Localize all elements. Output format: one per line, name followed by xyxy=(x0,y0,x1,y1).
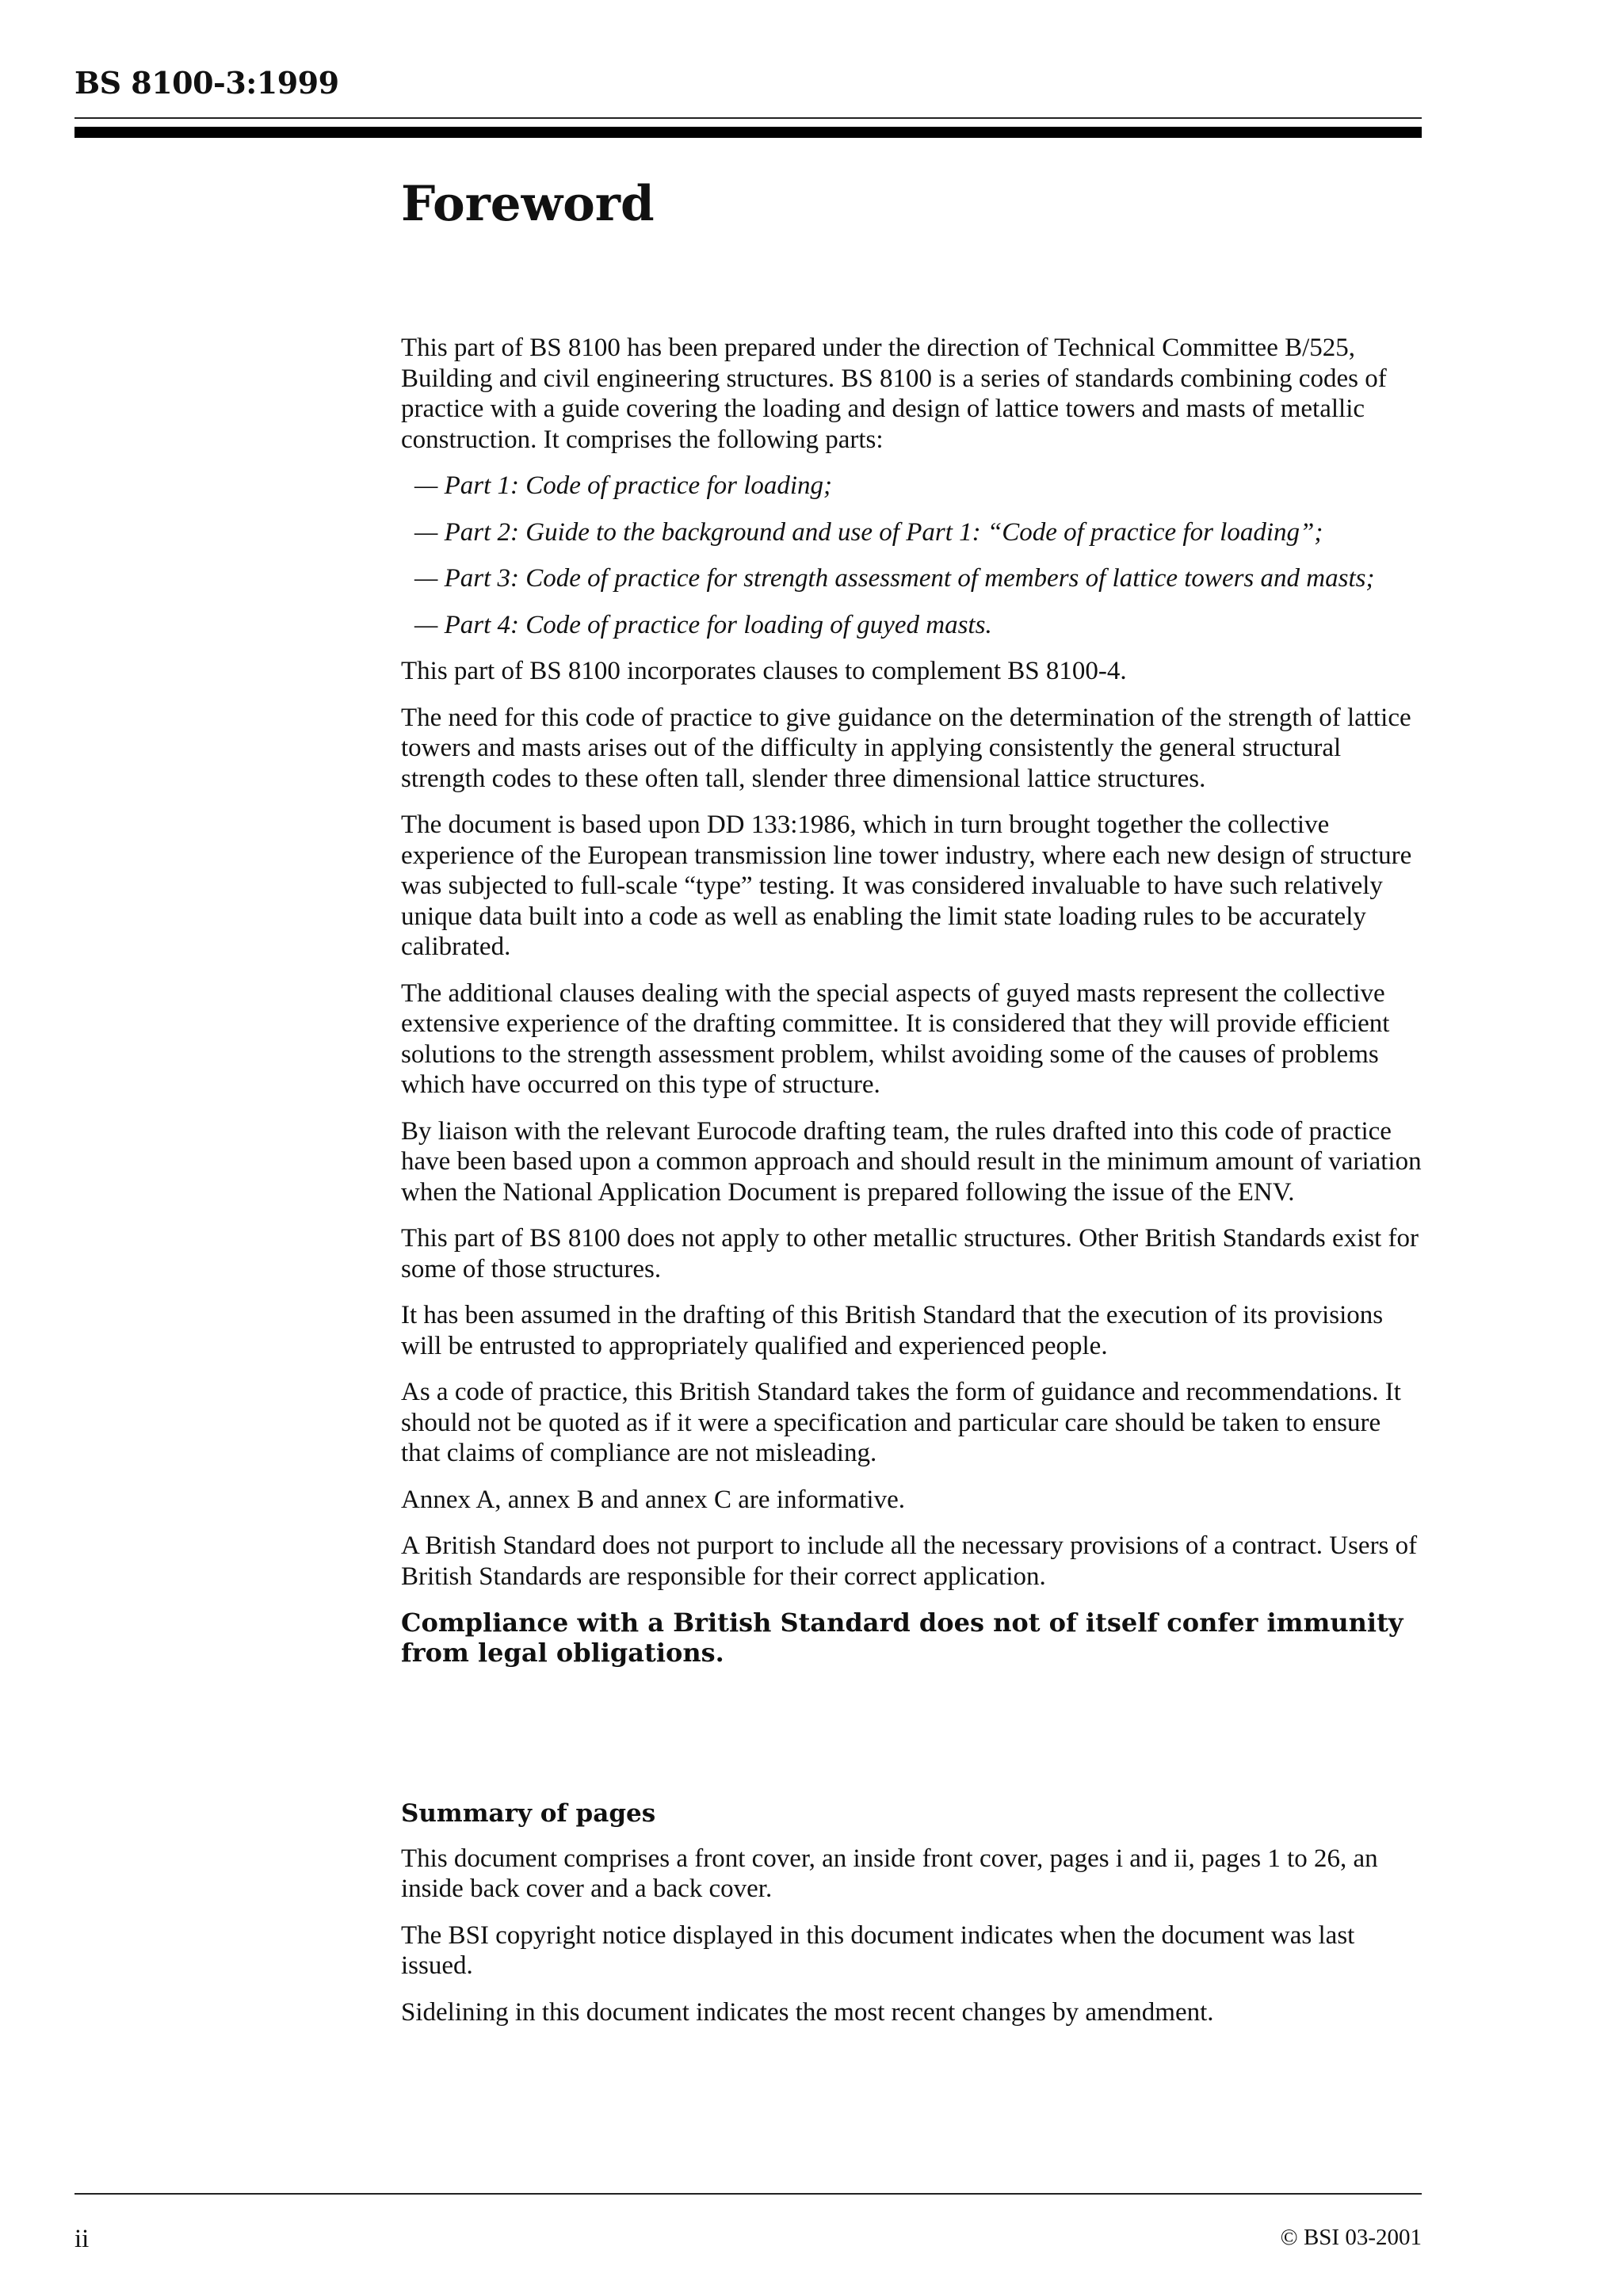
page-title: Foreword xyxy=(401,176,655,232)
summary-paragraph: This document comprises a front cover, an inside front cover, pages i and ii, pages 1 to 26, an inside back cover and a back cover. xyxy=(401,1844,1378,1903)
body-paragraph: The additional clauses dealing with the special aspects of guyed masts represent the collective extensive experience of the drafting committee. It is considered that they will provide efficient solutions to the strength assessment problem, whilst avoiding some of the causes of problems which have occurred on this type of structure. xyxy=(401,978,1390,1099)
foreword-body xyxy=(401,333,1422,2043)
footer-rule xyxy=(74,2193,1422,2195)
body-paragraph: By liaison with the relevant Eurocode drafting team, the rules drafted into this code of practice have been based upon a common approach and should result in the minimum amount of variation when the National Application Document is prepared following the issue of the ENV. xyxy=(401,1116,1422,1207)
body-paragraph: The document is based upon DD 133:1986, which in turn brought together the collective experience of the European transmission line tower industry, where each new design of structure was subjected to full-scale “type” testing. It was considered invaluable to have such relatively unique data built into a code as well as enabling the limit state loading rules to be accurately calibrated. xyxy=(401,810,1412,961)
body-paragraph: It has been assumed in the drafting of this British Standard that the execution of its provisions will be entrusted to appropriately qualified and experienced people. xyxy=(401,1301,1384,1360)
intro-paragraph: This part of BS 8100 has been prepared under the direction of Technical Committee B/525, Building and civil engineering structures. BS 8100 is a series of standards combining codes of practice with a guide covering the loading and design of lattice towers and masts of metallic construction. It comprises the following parts: xyxy=(401,334,1387,454)
body-paragraph: As a code of practice, this British Standard takes the form of guidance and recommendations. It should not be quoted as if it were a specification and particular care should be taken to ensure that claims of compliance are not misleading. xyxy=(401,1378,1401,1467)
header-rule-thin xyxy=(74,117,1422,119)
part-list-item: — Part 3: Code of practice for strength assessment of members of lattice towers and masts; xyxy=(414,564,1375,593)
part-list-item: — Part 1: Code of practice for loading; xyxy=(414,471,833,500)
body-paragraph: The need for this code of practice to give guidance on the determination of the strength of lattice towers and masts arises out of the difficulty in applying consistently the general structural strength codes to these often tall, slender three dimensional lattice structures. xyxy=(401,703,1411,793)
body-paragraph: A British Standard does not purport to include all the necessary provisions of a contract. Users of British Standards are responsible for their correct application. xyxy=(401,1531,1418,1591)
part-list-item: — Part 4: Code of practice for loading of guyed masts. xyxy=(414,610,992,639)
header-rule-thick xyxy=(74,127,1422,138)
summary-heading: Summary of pages xyxy=(401,1799,656,1828)
body-paragraph: Annex A, annex B and annex C are informative. xyxy=(401,1485,905,1514)
page-number: ii xyxy=(74,2225,90,2253)
summary-paragraph: The BSI copyright notice displayed in this document indicates when the document was last issued. xyxy=(401,1920,1355,1980)
summary-paragraph: Sidelining in this document indicates the most recent changes by amendment. xyxy=(401,1997,1214,2027)
body-paragraph: This part of BS 8100 incorporates clauses to complement BS 8100-4. xyxy=(401,657,1127,685)
copyright-notice: © BSI 03-2001 xyxy=(1280,2225,1422,2250)
section-spacer xyxy=(401,1684,1422,1798)
part-list-item: — Part 2: Guide to the background and use of Part 1: “Code of practice for loading”; xyxy=(414,517,1323,547)
compliance-notice: Compliance with a British Standard does not of itself confer immunity from legal obligations. xyxy=(401,1608,1403,1668)
body-paragraph: This part of BS 8100 does not apply to other metallic structures. Other British Standards exist for some of those structures. xyxy=(401,1224,1419,1283)
document-code: BS 8100-3:1999 xyxy=(74,65,339,101)
